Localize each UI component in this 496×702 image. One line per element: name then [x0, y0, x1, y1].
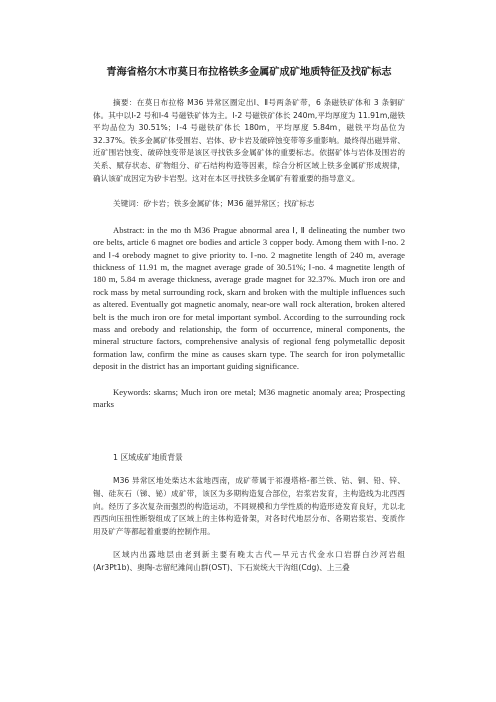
abstract-english: Abstract: in the mo th M36 Prague abnormal area Ⅰ, Ⅱ delineating the number two ore belts, article 6 magnet ore bodies and article 3 copper body. Among them with Ⅰ-no. 2 and Ⅰ-4 orebody magnet to give priority to. Ⅰ-no. 2 magnetite length of 240 m, average thickness of 11.91 m, the magnet average grade of 30.51%; Ⅰ-no. 4 magnetite length of 180 m, 5.84 m average thickness, average grade magnet for 32.37%. Much iron ore and rock mass by metal surrounding rock, skarn and broken with the multiple influences such as altered. Eventually got magnetic anomaly, near-ore wall rock alteration, broken altered belt is the much iron ore for metal important symbol. According to the surrounding rock mass and orebody and relationship, the form of occurrence, mineral components, the mineral structure factors, comprehensive analysis of regional feng polymetallic deposit formation law, confirm the mine as causes skarn type. The search for iron polymetallic deposit in the district has an important guiding significance.	[93, 224, 405, 372]
body-paragraph: M36 异常区地处柴达木盆地西南，成矿带属于祁漫塔格-都兰铁、钴、铜、铅、锌、锡、硅灰石（锑、铋）成矿带，该区为多期构造复合部位，岩浆岩发育，主构造线为北西西向。经历了多次复杂而强烈的构造运动，不同规模和力学性质的构造形迹发育良好，尤以北西西向压扭性断裂组成了区域上的主体构造骨架，对各时代地层分布、各期岩浆岩、变质作用及矿产等都起着重要的控制作用。	[93, 476, 405, 536]
keywords-chinese: 关键词：矽卡岩；铁多金属矿体；M36 磁异常区；找矿标志	[113, 199, 315, 209]
document-body	[93, 66, 405, 575]
abstract-chinese: 摘要：在莫日布拉格 M36 异常区圈定出Ⅰ、Ⅱ号两条矿带，6 条磁铁矿体和 3 条铜矿体。其中以Ⅰ-2 号和Ⅰ-4 号磁铁矿体为主。Ⅰ-2 号磁铁矿体长 240m,平均厚度为 11.91m,磁铁平均品位为 30.51%；Ⅰ-4 号磁铁矿体长 180m，平均厚度 5.84m，磁铁平均品位为 32.37%。铁多金属矿体受围岩、岩体、矽卡岩及破碎蚀变带等多重影响。最终得出磁异常、近矿围岩蚀变、破碎蚀变带是该区寻找铁多金属矿体的重要标志。依据矿体与岩体及围岩的关系、赋存状态、矿物组分、矿石结构构造等因素，综合分析区域上铁多金属矿形成规律，确认该矿成因定为矽卡岩型。这对在本区寻找铁多金属矿有着重要的指导意义。	[93, 98, 405, 183]
section-heading: 1 区域成矿地质背景	[113, 453, 183, 463]
body-paragraph: 区域内出露地层由老到新主要有晚太古代—早元古代金水口岩群白沙河岩组(Ar3Pt1b)、奥陶-志留纪滩间山群(OST)、下石炭统大干沟组(Cdg)、上三叠	[93, 550, 405, 572]
document-title: 青海省格尔木市莫日布拉格铁多金属矿成矿地质特征及找矿标志	[106, 67, 392, 78]
keywords-english: Keywords: skarns; Much iron ore metal; M36 magnetic anomaly area; Prospecting marks	[93, 386, 405, 410]
